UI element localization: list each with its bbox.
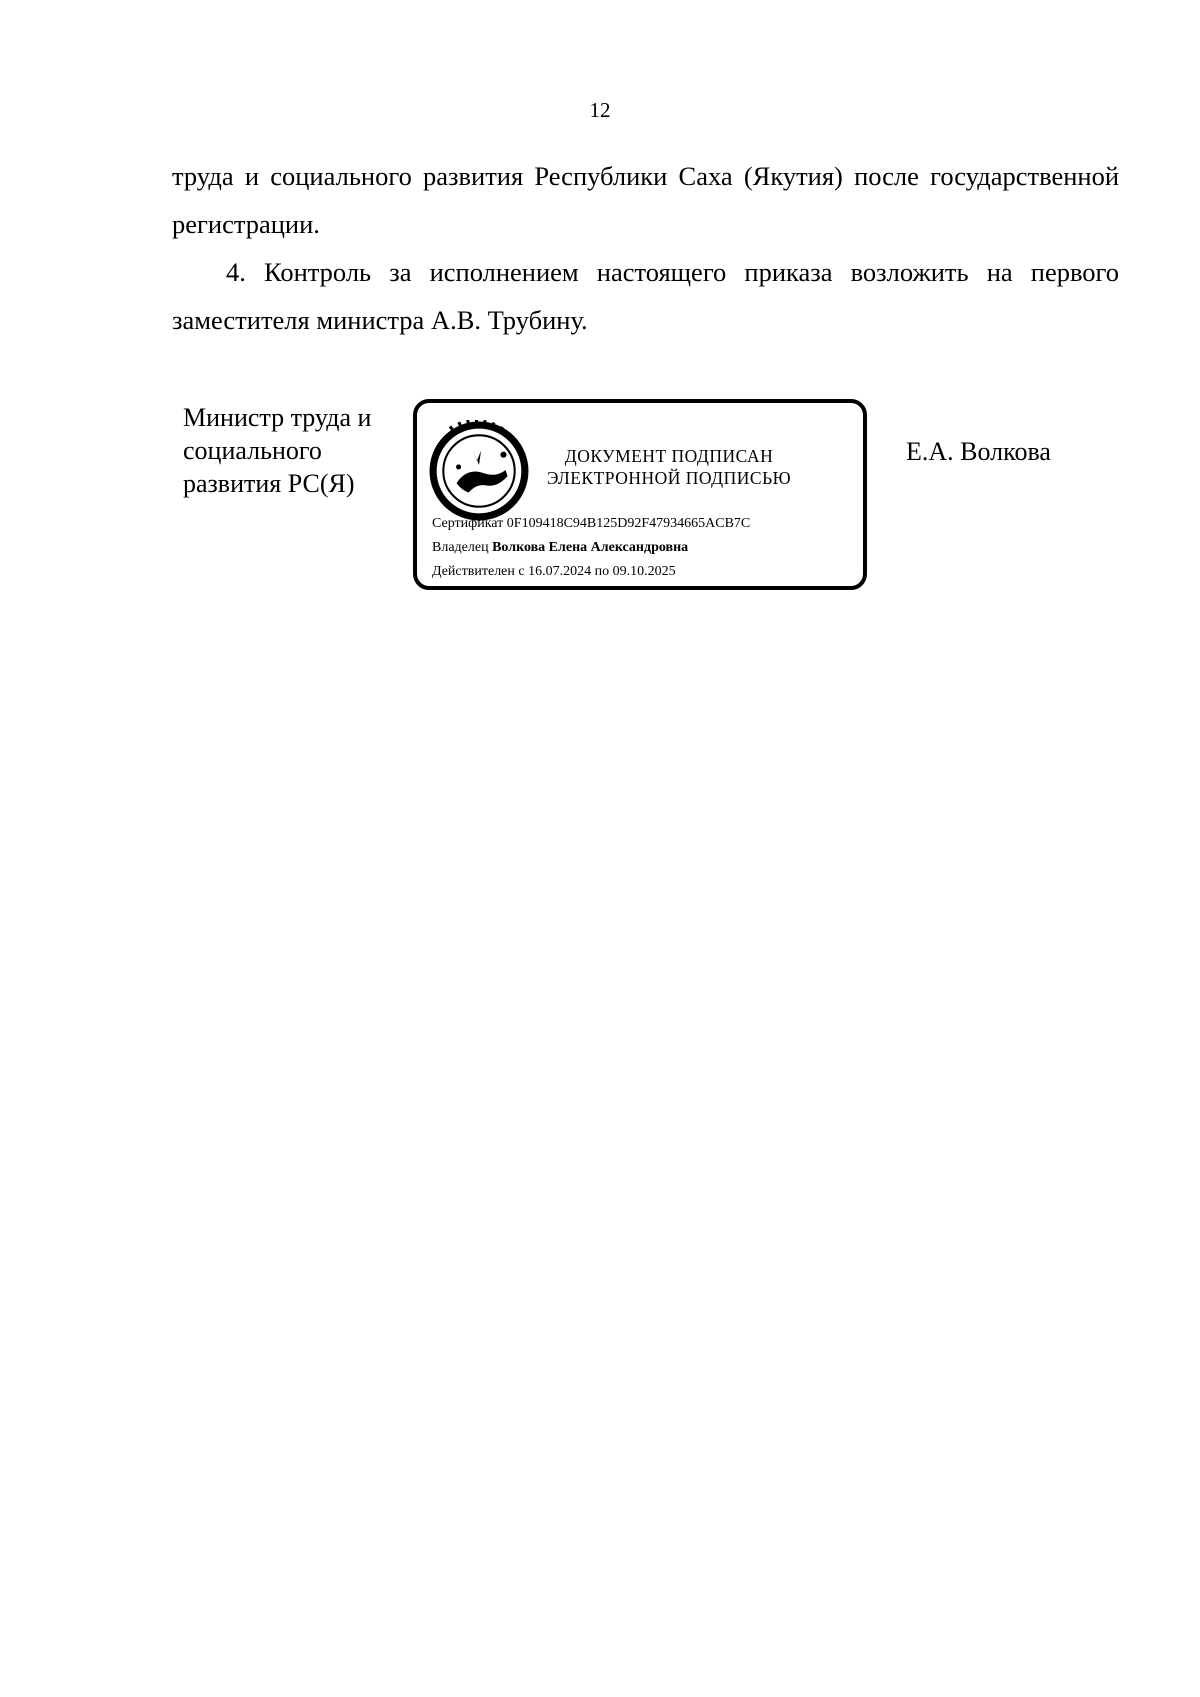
body-text — [172, 152, 1119, 344]
certificate-value: 0F109418C94B125D92F47934665ACB7C — [506, 516, 751, 531]
signer-name: Е.А. Волкова — [906, 437, 1051, 466]
sakha-republic-emblem-icon — [428, 420, 530, 522]
stamp-validity — [432, 563, 676, 581]
owner-value: Волкова Елена Александровна — [492, 540, 689, 555]
signer-position — [183, 401, 413, 500]
stamp-certificate — [432, 515, 750, 533]
stamp-title-line: ДОКУМЕНТ ПОДПИСАН — [564, 446, 774, 466]
owner-label: Владелец — [432, 540, 489, 555]
valid-from-prefix: с — [518, 564, 525, 579]
page-number: 12 — [589, 98, 611, 122]
electronic-signature-stamp — [413, 399, 867, 590]
paragraph-control-clause: 4. Контроль за исполнением настоящего приказа возложить на первого заместителя министра А.В. Трубину. — [172, 257, 1119, 335]
valid-label: Действителен — [432, 564, 515, 579]
stamp-owner — [432, 539, 688, 557]
paragraph-continuation: труда и социального развития Республики Саха (Якутия) после государственной регистрации. — [172, 161, 1119, 239]
signer-position-line: социального — [183, 436, 322, 465]
stamp-title-line: ЭЛЕКТРОННОЙ ПОДПИСЬЮ — [546, 468, 792, 488]
stamp-title — [529, 445, 809, 489]
certificate-label: Сертификат — [432, 516, 504, 531]
valid-to-date: 09.10.2025 — [612, 564, 676, 579]
signer-position-line: развития РС(Я) — [183, 469, 355, 498]
signer-position-line: Министр труда и — [183, 403, 372, 432]
valid-from-date: 16.07.2024 — [528, 564, 592, 579]
valid-to-prefix: по — [594, 564, 610, 579]
